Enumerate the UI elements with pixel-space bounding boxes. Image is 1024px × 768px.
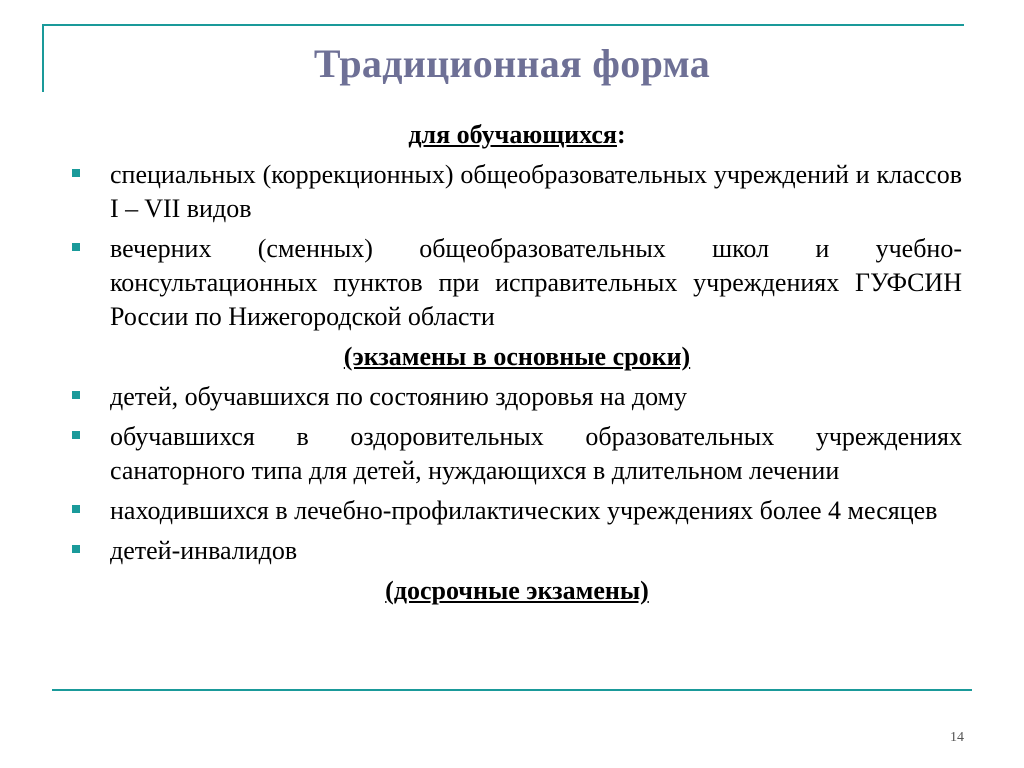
section-heading-early-exams <box>72 574 962 608</box>
slide-title: Традиционная форма <box>313 41 711 86</box>
square-bullet-icon <box>72 505 80 513</box>
list-item <box>72 494 962 528</box>
bullet-list-2 <box>72 380 962 568</box>
section-heading-students-text: для обучающихся <box>408 120 617 149</box>
section-heading-main-terms <box>72 340 962 374</box>
list-item-text: специальных (коррекционных) общеобразовательных учреждений и классов I – VII видов <box>110 160 962 223</box>
square-bullet-icon <box>72 243 80 251</box>
section-heading-students-colon: : <box>616 120 626 149</box>
list-item <box>72 158 962 226</box>
list-item-text: вечерних (сменных) общеобразовательных школ и учебно-консультационных пунктов при исправительных учреждениях ГУФСИН России по Нижегородской области <box>110 234 962 331</box>
section-heading-students <box>72 118 962 152</box>
list-item <box>72 232 962 334</box>
frame-top-line <box>42 24 964 26</box>
square-bullet-icon <box>72 431 80 439</box>
section-heading-early-exams-text: (досрочные экзамены) <box>385 576 649 605</box>
square-bullet-icon <box>72 391 80 399</box>
page-number: 14 <box>950 730 964 745</box>
bullet-list-1 <box>72 158 962 334</box>
section-heading-main-terms-text: (экзамены в основные сроки) <box>343 342 691 371</box>
list-item-text: обучавшихся в оздоровительных образовательных учреждениях санаторного типа для детей, нуждающихся в длительном лечении <box>110 422 962 485</box>
list-item <box>72 380 962 414</box>
list-item <box>72 420 962 488</box>
list-item-text: детей-инвалидов <box>110 536 298 565</box>
frame-bottom-line <box>52 689 972 691</box>
square-bullet-icon <box>72 169 80 177</box>
square-bullet-icon <box>72 545 80 553</box>
list-item-text: детей, обучавшихся по состоянию здоровья на дому <box>110 382 688 411</box>
list-item-text: находившихся в лечебно-профилактических учреждениях более 4 месяцев <box>110 496 938 525</box>
list-item <box>72 534 962 568</box>
slide-content <box>72 118 962 614</box>
